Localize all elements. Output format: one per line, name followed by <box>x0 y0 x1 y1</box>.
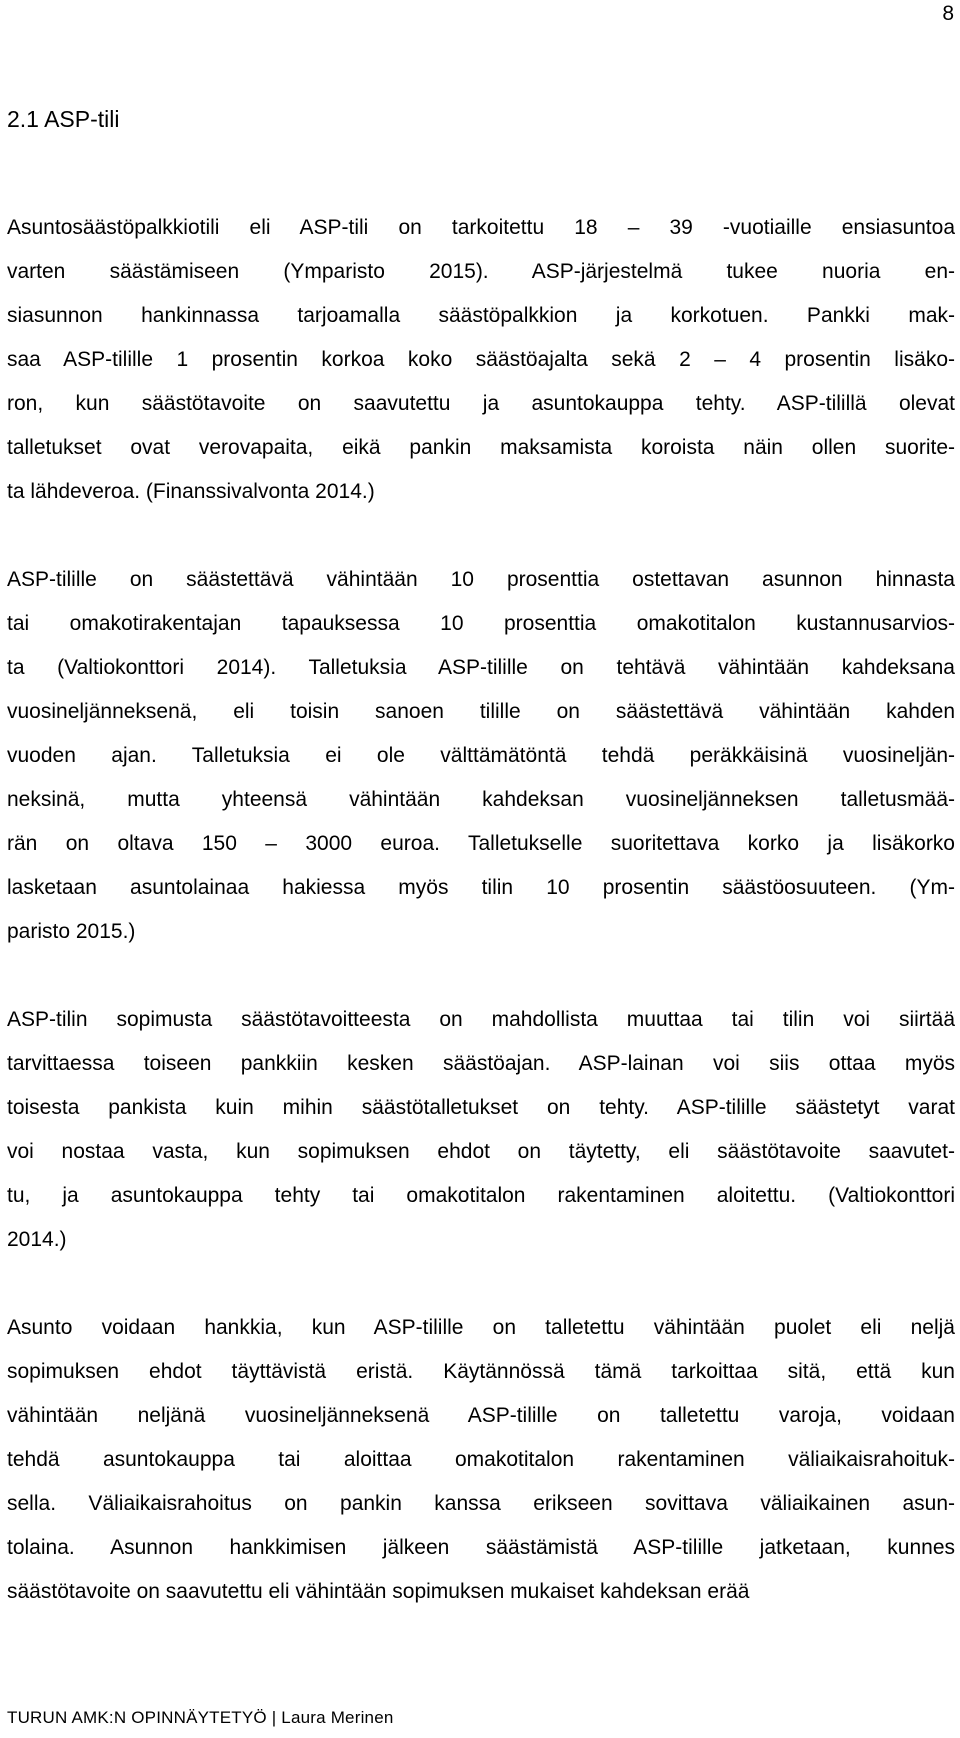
text-line: paristo 2015.) <box>7 920 136 943</box>
text-line: ta (Valtiokonttori 2014). Talletuksia ASP-tilille on tehtävä vähintään kahdeksana <box>7 656 955 679</box>
text-line: tu, ja asuntokauppa tehty tai omakotitalon rakentaminen aloitettu. (Valtiokonttori <box>7 1184 955 1207</box>
text-line: lasketaan asuntolainaa hakiessa myös tilin 10 prosentin säästöosuuteen. (Ym- <box>7 876 955 899</box>
footer: TURUN AMK:N OPINNÄYTETYÖ | Laura Merinen <box>7 1708 394 1727</box>
text-line: sella. Väliaikaisrahoitus on pankin kanssa erikseen sovittava väliaikainen asun- <box>7 1492 955 1515</box>
text-line: talletukset ovat verovapaita, eikä pankin maksamista koroista näin ollen suorite- <box>7 436 955 459</box>
text-line: Asunto voidaan hankkia, kun ASP-tilille on talletettu vähintään puolet eli neljä <box>7 1316 955 1339</box>
text-line: sopimuksen ehdot täyttävistä eristä. Käytännössä tämä tarkoittaa sitä, että kun <box>7 1360 955 1383</box>
text-line: saa ASP-tilille 1 prosentin korkoa koko säästöajalta sekä 2 – 4 prosentin lisäko- <box>7 348 955 371</box>
text-line: tai omakotirakentajan tapauksessa 10 prosenttia omakotitalon kustannusarvios- <box>7 612 955 635</box>
text-line: voi nostaa vasta, kun sopimuksen ehdot on täytetty, eli säästötavoite saavutet- <box>7 1140 955 1163</box>
text-line: varten säästämiseen (Ymparisto 2015). ASP-järjestelmä tukee nuoria en- <box>7 260 955 283</box>
paragraph <box>7 1306 955 1614</box>
text-line: vähintään neljänä vuosineljänneksenä ASP-tilille on talletettu varoja, voidaan <box>7 1404 955 1427</box>
text-line: neksinä, mutta yhteensä vähintään kahdeksan vuosineljänneksen talletusmää- <box>7 788 955 811</box>
text-line: ASP-tilille on säästettävä vähintään 10 prosenttia ostettavan asunnon hinnasta <box>7 568 955 591</box>
section-heading: 2.1 ASP-tili <box>7 106 120 132</box>
text-line: vuosineljänneksenä, eli toisin sanoen tilille on säästettävä vähintään kahden <box>7 700 955 723</box>
text-line: säästötavoite on saavutettu eli vähintään sopimuksen mukaiset kahdeksan erää <box>7 1580 750 1603</box>
text-line: siasunnon hankinnassa tarjoamalla säästöpalkkion ja korkotuen. Pankki mak- <box>7 304 955 327</box>
body-text <box>7 206 955 1658</box>
paragraph <box>7 558 955 954</box>
text-line: tarvittaessa toiseen pankkiin kesken säästöajan. ASP-lainan voi siis ottaa myös <box>7 1052 955 1075</box>
text-line: Asuntosäästöpalkkiotili eli ASP-tili on tarkoitettu 18 – 39 -vuotiaille ensiasuntoa <box>7 216 955 239</box>
text-line: 2014.) <box>7 1228 67 1251</box>
text-line: tehdä asuntokauppa tai aloittaa omakotitalon rakentaminen väliaikaisrahoituk- <box>7 1448 955 1471</box>
text-line: vuoden ajan. Talletuksia ei ole välttämätöntä tehdä peräkkäisinä vuosineljän- <box>7 744 955 767</box>
text-line: ta lähdeveroa. (Finanssivalvonta 2014.) <box>7 480 375 503</box>
text-line: rän on oltava 150 – 3000 euroa. Talletukselle suoritettava korko ja lisäkorko <box>7 832 955 855</box>
paragraph <box>7 998 955 1262</box>
text-line: ron, kun säästötavoite on saavutettu ja asuntokauppa tehty. ASP-tilillä olevat <box>7 392 955 415</box>
text-line: tolaina. Asunnon hankkimisen jälkeen säästämistä ASP-tilille jatketaan, kunnes <box>7 1536 955 1559</box>
page-number: 8 <box>942 2 954 25</box>
paragraph <box>7 206 955 514</box>
text-line: ASP-tilin sopimusta säästötavoitteesta on mahdollista muuttaa tai tilin voi siirtää <box>7 1008 955 1031</box>
text-line: toisesta pankista kuin mihin säästötalletukset on tehty. ASP-tilille säästetyt varat <box>7 1096 955 1119</box>
